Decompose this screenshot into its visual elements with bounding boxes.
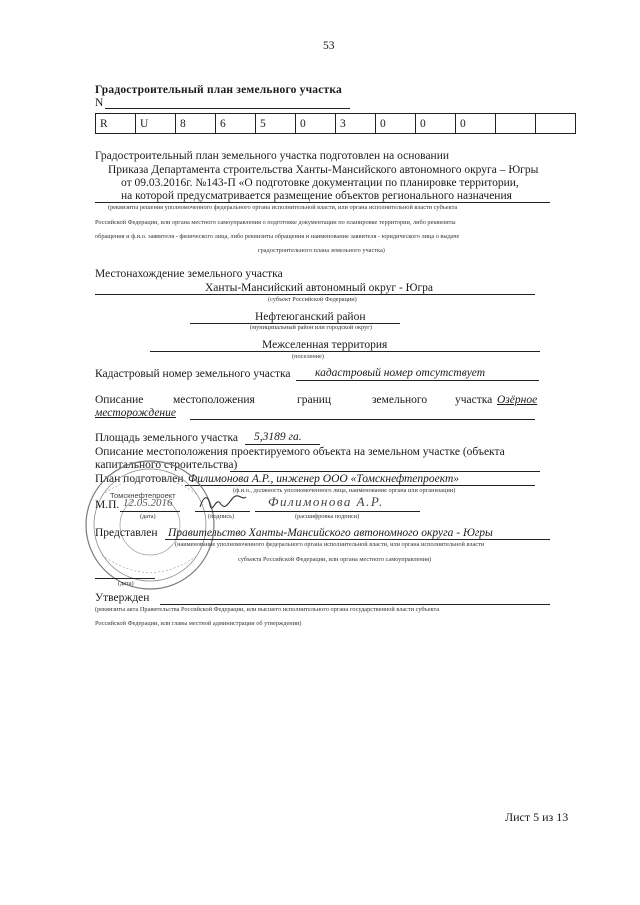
code-cell: R	[96, 114, 136, 134]
sheet-number: Лист 5 из 13	[505, 810, 569, 824]
code-cell: 0	[296, 114, 336, 134]
cadastral-underline	[296, 380, 539, 381]
code-cell: 0	[376, 114, 416, 134]
date-underline	[120, 511, 180, 512]
sign-underline	[195, 511, 250, 512]
code-cell: 3	[336, 114, 376, 134]
location-settlement: Межселенная территория	[262, 339, 388, 351]
code-cell: 8	[176, 114, 216, 134]
location-label: Местонахождение земельного участка	[95, 268, 283, 280]
code-cell	[536, 114, 576, 134]
presented-date-underline	[95, 578, 155, 579]
boundaries-word-3: границ	[297, 394, 332, 406]
basis-hint-3: обращения и ф.и.о. заявителя - физического лица, либо реквизиты обращения и наименование заявителя - юридического лица о выдаче	[95, 233, 460, 240]
code-cell	[496, 114, 536, 134]
code-cell: U	[136, 114, 176, 134]
prepared-date: 12.05.2016	[123, 497, 173, 509]
cadastral-value: кадастровый номер отсутствует	[315, 367, 486, 379]
decoding-hint: (расшифровка подписи)	[295, 513, 360, 520]
code-cell: 0	[416, 114, 456, 134]
subject-underline	[95, 294, 535, 295]
prepared-value: Филимонова А.Р., инженер ООО «Томскнефтепроект»	[188, 473, 460, 485]
basis-line-3: от 09.03.2016г. №143-П «О подготовке документации по планировке территории,	[121, 177, 519, 189]
code-cell: 5	[256, 114, 296, 134]
object-location-line-2: капитального строительства)	[95, 459, 238, 471]
code-cell: 6	[216, 114, 256, 134]
prepared-label: План подготовлен	[95, 473, 184, 485]
presented-hint-2: субъекта Российской Федерации, или органа местного самоуправления)	[238, 556, 432, 563]
decoding-value: Филимонова А.Р.	[268, 494, 384, 509]
approved-hint-2: Российской Федерации, или главы местной администрации об утверждении)	[95, 620, 302, 627]
approved-hint-1: (реквизиты акта Правительства Российской Федерации, или высшего исполнительного органа государственной власти субъекта	[95, 606, 440, 613]
location-district: Нефтеюганский район	[255, 311, 366, 323]
cadastral-label: Кадастровый номер земельного участка	[95, 368, 291, 380]
district-hint: (муниципальный район или городской округ)	[250, 324, 372, 331]
boundaries-word-1: Описание	[95, 394, 144, 406]
boundaries-word-4: земельного	[372, 394, 428, 406]
subject-hint: (субъект Российской Федерации)	[268, 296, 357, 303]
number-underline	[105, 108, 350, 109]
decoding-underline	[255, 511, 420, 512]
prepared-underline	[185, 485, 535, 486]
area-label: Площадь земельного участка	[95, 432, 238, 444]
mp-label: М.П.	[95, 499, 120, 511]
presented-underline	[165, 539, 550, 540]
object-location-underline	[230, 471, 540, 472]
prepared-hint: (ф.и.о., должность уполномоченного лица, наименование органа или организации)	[233, 487, 456, 494]
approved-label: Утвержден	[95, 592, 150, 604]
document-title: Градостроительный план земельного участка	[95, 84, 342, 96]
presented-date-hint: (дата)	[118, 580, 134, 587]
boundaries-value-2: месторождение	[95, 407, 176, 419]
presented-hint-1: (наименование уполномоченного федерального органа исполнительной власти, или органа исполнительной власти	[175, 541, 485, 548]
basis-underline	[95, 202, 550, 203]
basis-line-4: на которой предусматривается размещение объектов регионального назначения	[121, 190, 512, 202]
presented-value: Правительство Ханты-Мансийского автономного округа - Югры	[168, 527, 493, 539]
stamp-text: Томскнефтепроект	[110, 491, 176, 500]
boundaries-value-1: Озёрное	[497, 394, 538, 406]
boundaries-word-5: участка	[455, 394, 493, 406]
basis-hint-2: Российской Федерации, или органа местного самоуправления о подготовке документации по планировке территории, либо реквизиты	[95, 219, 456, 226]
plan-code-table	[95, 113, 576, 134]
object-location-line-1: Описание местоположения проектируемого объекта на земельном участке (объекта	[95, 446, 505, 458]
area-value: 5,3189 га.	[254, 431, 302, 443]
basis-line-2: Приказа Департамента строительства Ханты-Мансийского автономного округа – Югры	[108, 164, 539, 176]
organization-stamp	[80, 455, 220, 595]
basis-hint-1: (реквизиты решения уполномоченного федерального органа исполнительной власти, или органа исполнительной власти субъекта	[108, 204, 458, 211]
presented-label: Представлен	[95, 527, 158, 539]
basis-line-1: Градостроительный план земельного участка подготовлен на основании	[95, 150, 450, 162]
basis-hint-4: градостроительного плана земельного участка)	[258, 247, 385, 254]
approved-underline	[160, 604, 550, 605]
boundaries-underline	[190, 419, 535, 420]
location-subject: Ханты-Мансийский автономный округ - Югра	[205, 282, 434, 294]
settlement-hint: (поселение)	[292, 353, 325, 360]
prepared-date-hint: (дата)	[140, 513, 156, 520]
settlement-underline	[150, 351, 540, 352]
number-prefix: N	[95, 97, 104, 109]
sign-hint: (подпись)	[208, 513, 235, 520]
area-underline	[245, 444, 320, 445]
code-cell: 0	[456, 114, 496, 134]
boundaries-word-2: местоположения	[173, 394, 255, 406]
handwritten-signature	[198, 493, 248, 511]
page-number: 53	[323, 40, 335, 52]
